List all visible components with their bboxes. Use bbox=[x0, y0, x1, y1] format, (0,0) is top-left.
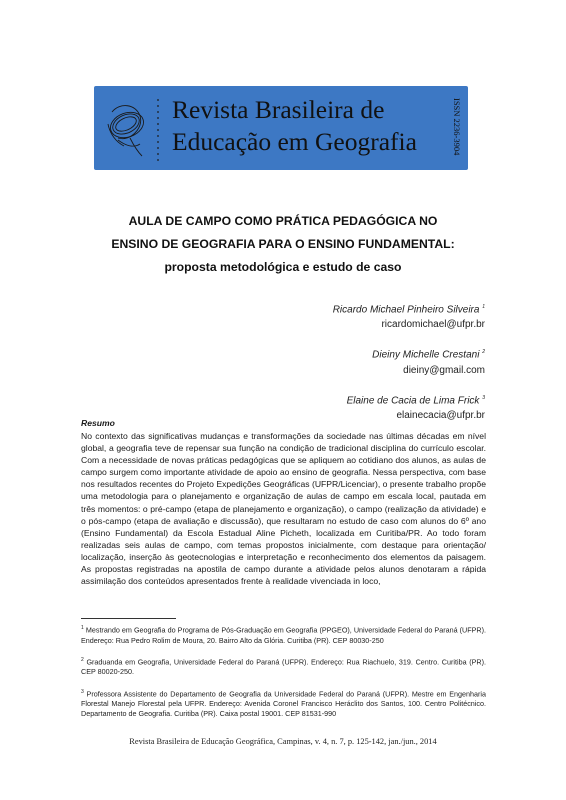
footnote-mark: 3 bbox=[81, 688, 84, 695]
journal-title-line2: Educação em Geografia bbox=[172, 127, 417, 156]
footnote-mark: 2 bbox=[482, 349, 485, 356]
footnote-divider bbox=[81, 618, 176, 619]
author-list bbox=[333, 300, 485, 424]
author-name: Elaine de Cacia de Lima Frick $^3$ bbox=[346, 394, 485, 406]
article-title bbox=[0, 210, 566, 279]
footnote-mark: 3 bbox=[482, 394, 485, 401]
footnote-mark: 1 bbox=[81, 625, 84, 631]
journal-title-line1: Revista Brasileira de bbox=[172, 95, 385, 124]
abstract-section bbox=[81, 418, 486, 587]
page-footer: Revista Brasileira de Educação Geográfica, Campinas, v. 4, n. 7, p. 125-142, jan./jun., 2014 bbox=[129, 737, 437, 746]
article-subtitle: proposta metodológica e estudo de caso bbox=[164, 260, 402, 274]
footnotes bbox=[81, 623, 486, 729]
article-title-line2: ENSINO DE GEOGRAFIA PARA O ENSINO FUNDAMENTAL: bbox=[111, 237, 455, 251]
author-name: Ricardo Michael Pinheiro Silveira $^1$ bbox=[332, 304, 485, 316]
abstract-heading: Resumo bbox=[81, 418, 115, 428]
footnote bbox=[81, 623, 486, 646]
footnote-text: Graduanda em Geografia, Universidade Federal do Paraná (UFPR). Endereço: Rua Riachuelo, 319. Centro. Curitiba (PR). CEP 80020-250. bbox=[81, 657, 486, 677]
author-email[interactable]: ricardomichael@ufpr.br bbox=[381, 319, 485, 331]
author-email[interactable]: dieiny@gmail.com bbox=[403, 364, 485, 376]
footnote-mark: 2 bbox=[81, 656, 84, 663]
footnote bbox=[81, 687, 486, 720]
footnote bbox=[81, 655, 486, 678]
footnote-mark: 1 bbox=[482, 304, 485, 310]
journal-issn: ISSN 2236-3904 bbox=[452, 98, 462, 156]
journal-banner bbox=[94, 86, 468, 170]
author-name: Dieiny Michelle Crestani $^2$ bbox=[372, 349, 485, 361]
footnote-text: Mestrando em Geografia do Programa de Pós-Graduação em Geografia (PPGEO), Universidade Federal do Paraná (UFPR). Endereço: Rua Pedro Rolim de Moura, 20. Bairro Alto da Glória. Curitiba (PR). CEP 80030-250 bbox=[81, 625, 486, 645]
author-email[interactable]: elainecacia@ufpr.br bbox=[396, 409, 485, 421]
article-title-line1: AULA DE CAMPO COMO PRÁTICA PEDAGÓGICA NO bbox=[128, 214, 438, 228]
globe-swirl-icon bbox=[100, 94, 164, 162]
journal-title bbox=[172, 94, 442, 158]
footnote-text: Professora Assistente do Departamento de Geografia da Universidade Federal do Paraná (UFPR). Mestre em Engenharia Florestal Manejo Florestal pela UFPR. Endereço: Avenida Coronel Francisco Heráclito dos Santos, 100. Centro Politécnico. Departamento de Geografia. Curitiba (PR). Caixa postal 19001. CEP 81531-990 bbox=[81, 688, 487, 719]
abstract-text: No contexto das significativas mudanças e transformações da sociedade nas últimas décadas em nível global, a geografia teve de repensar sua função na condição de tradicional disciplina do currículo escolar. Com a necessidade de novas práticas pedagógicas que se apliquem ao cotidiano dos alunos, as aulas de campo surgem como importante atividade de apoio ao ensino de geografia. Nessa perspectiva, com base nos resultados recentes do Projeto Expedições Geográficas (UFPR/Licenciar), o presente trabalho propõe uma metodologia para o planejamento e organização de aulas de campo em escala local, pautada em três momentos: o pré-campo (etapa de planejamento e organização), o campo (realização da atividade) e o pós-campo (etapa de avaliação e discussão), que resultaram no estudo de caso com alunos do 6º ano (Ensino Fundamental) da Escola Estadual Aline Picheth, localizada em Curitiba/PR. Ao todo foram realizadas seis aulas de campo, com temas propostos inicialmente, com destaque para orientação/ localização, inserção às geotecnologias e interpretação e reconhecimento dos elementos da paisagem. As propostas registradas na apostila de campo durante a atividade pelos alunos denotaram a rápida assimilação dos conteúdos apresentados frente à realidade vivenciada in loco, bbox=[81, 431, 486, 587]
